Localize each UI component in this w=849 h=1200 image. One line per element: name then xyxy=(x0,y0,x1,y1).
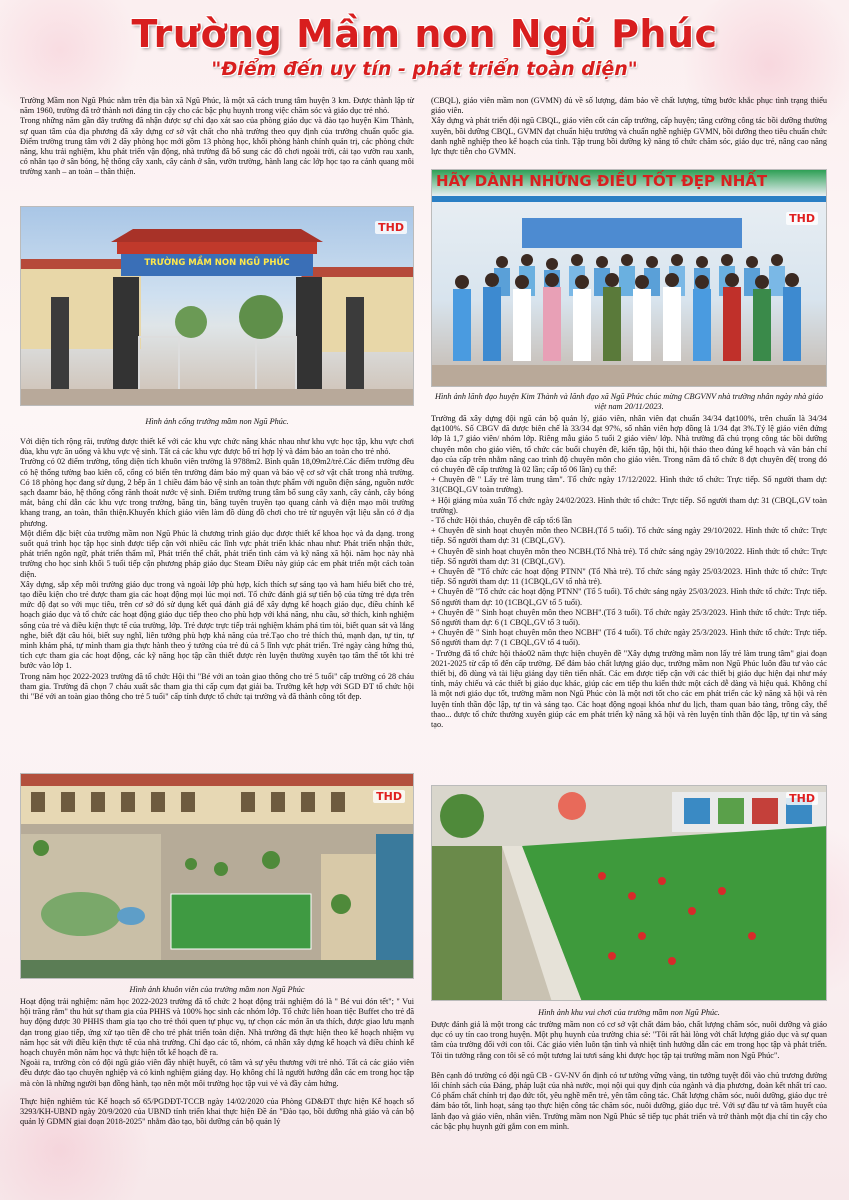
article-right-closing xyxy=(431,1020,827,1132)
logo-text: THD xyxy=(376,790,402,803)
article-right-intro xyxy=(431,96,827,157)
school-gate-photo xyxy=(20,206,414,406)
paragraph: Thực hiện nghiêm túc Kế hoạch số 65/PGDĐT-TCCB ngày 14/02/2020 của Phòng GD&ĐT thực hiện Kế hoạch số 3293/KH-UBND ngày 20/9/2020 của UBND tỉnh triển khai thực hiện Đề án "Đào tạo, bồi dưỡng nhà giáo và cán bộ quản lý GDMN giai đoạn 2018-2025" nhằm đào tạo, bồi dưỡng cán bộ quản lý xyxy=(20,1096,414,1127)
gate-caption: Hình ảnh cổng trường mầm non Ngũ Phúc. xyxy=(145,417,289,426)
paragraph: Bên cạnh đó trường có đội ngũ CB - GV-NV ổn định có tư tưởng vững vàng, tin tưởng tuyệt đối vào chủ trương đường lối chính sách của Đảng, pháp luật của nhà nước, mọi nội qui quy định của ngành và địa phương, đoàn kết nhất trí cao. Có phẩm chất chính trị đạo đức tốt, yêu nghề mến trẻ, yên tâm công tác. Chất lượng chăm sóc, nuôi dưỡng, giáo dục trẻ đảm bảo tốt, linh hoạt, sáng tạo thực hiện công tác chăm sóc, nuôi dưỡng, giáo dục trẻ. Với sự đầu tư và tâm huyết của lãnh đạo và giáo viên, nhân viên. Trường mầm non Ngũ Phúc sẽ tiếp tục phát triển và trở thành một địa chỉ tin cậy cho các bậc phụ huynh gửi gắm con em mình. xyxy=(431,1070,827,1131)
school-gate-illustration xyxy=(21,207,414,406)
group-illustration xyxy=(432,170,827,387)
paragraph: Được đánh giá là một trong các trường mầm non có cơ sở vật chất đảm bảo, chất lượng chăm sóc, nuôi dưỡng và giáo dục có uy tín cao trong huyện. Một phụ huynh của trường chia sẻ: "Tôi rất hài lòng với chất lượng giáo dục và sự quan tâm của trường đối với con tôi. Các giáo viên luôn tận tình và nhiệt tình hướng dẫn các em trong học tập và phát triển. Tôi tin tưởng rằng con tôi sẽ có một tương lai tươi sáng khi được học tập tại trường mầm non Ngũ Phúc". xyxy=(431,1020,827,1060)
leaders-caption: Hình ảnh lãnh đạo huyện Kim Thành và lãnh đạo xã Ngũ Phúc chúc mừng CBGVNV nhà trường nhân ngày nhà giáo việt nam 20/11/2023. xyxy=(435,392,823,411)
playground-photo xyxy=(431,785,827,1001)
station-logo xyxy=(375,221,407,234)
station-logo xyxy=(786,792,818,805)
logo-text: THD xyxy=(789,212,815,225)
paragraph: Trường đã xây dựng đội ngũ cán bộ quản lý, giáo viên, nhân viên đạt chuẩn 34/34 đạt100%, trên chuẩn là 34/34 đạt100%. Số CBGV đã được biên chế là 33/34 đạt 97%, số nhân viên hợp đồng là 1/34 đạt 3%.Tỷ lệ giáo viên đứng lớp là 1,7 giáo viên/ nhóm lớp. Riêng mẫu giáo 5 tuổi 2 giáo viên/ lớp. Nhà trường đã chú trọng công tác bồi dưỡng chuyên môn cho giáo viên, tổ chức các buổi chuyên đề, kiến tập, hội thi, hội thảo theo đúng kế hoạch và văn bản chỉ đạo của cấp trên nhằm nâng cao trình độ chuyên môn cho giáo viên. Trong năm đã tổ chức 8 đợt chuyên đề( trong đó có chuyên đề cấp trường là 02 lần; cấp tổ 06 lần) cụ thể: + Chuyên đề " Lấy trẻ làm trung tâm". Tổ chức ngày 17/12/2022. Hình thức tổ chức: Trực tiếp. Số người tham dự: 31(CBQL,GV toàn trường). + Hội giảng mùa xuân Tổ chức ngày 24/02/2023. Hình thức tổ chức: Trực tiếp. Số người tham dự: 31 (CBQL,GV toàn trường). - Tổ chức Hội thảo, chuyên đề cấp tổ:6 lần + Chuyên đề sinh hoạt chuyên môn theo NCBH.(Tổ 5 tuổi). Tổ chức sáng ngày 29/10/2022. Hình thức tổ chức: Trực tiếp. Số người tham dự: 31 (CBQL,GV). + Chuyên đề sinh hoạt chuyên môn theo NCBH.(Tổ Nhà trẻ). Tổ chức sáng ngày 29/10/2022. Hình thức tổ chức: Trực tiếp. Số người tham dự: 31 (CBQL,GV). + Chuyên đề "Tổ chức các hoạt động PTNN" (Tổ Nhà trẻ). Tổ chức sáng ngày 25/03/2023. Hình thức tổ chức: Trực tiếp. Số người tham dự: 11 (1CBQL,GV tổ nhà trẻ). + Chuyên đề "Tổ chức các hoạt động PTNN" (Tổ 5 tuổi). Tổ chức sáng ngày 25/03/2023. Hình thức tổ chức: Trực tiếp. Số người tham dự: 10 (1CBQL,GV tổ 5 tuổi). + Chuyên đề " Sinh hoạt chuyên môn theo NCBH".(Tổ 3 tuổi). Tổ chức ngày 25/3/2023. Hình thức tổ chức: Trực tiếp. Số người tham dự: 6 (1 CBQL,GV tổ 3 tuổi). + Chuyên đề " Sinh hoạt chuyên môn theo NCBH" (Tổ 4 tuổi). Tổ chức ngày 25/3/2023. Hình thức tổ chức: Trực tiếp. Số người tham dự: 7 (1 CBQL,GV tổ 4 tuổi). - Trường đã tổ chức hội thảo02 năm thực hiện chuyên đề "Xây dựng trường mầm non lấy trẻ làm trung tâm" giai đoạn 2021-2025 từ cấp tổ đến cấp trường. Để đảm bảo chất lượng giáo dục, trường mầm non Ngũ Phúc luôn đầu tư vào các thiết bị, đồ dùng và tài liệu giảng dạy tiên tiến nhất. Các em được tiếp cận với các thiết bị giáo dục hiện đại như máy tính, máy chiếu và các thiết bị giáo dục khác, giúp các em tiếp thu kiến thức một cách dễ dàng và hiệu quả. Không chỉ là một nơi giáo dục tốt, trường mầm non Ngũ Phúc còn là một nơi tốt cho các em phát triển các kỹ năng xã hội và rèn luyện tính thần độc lập, tự tin và sáng tạo. Các hoạt động ngoại khóa như du lịch, tham quan bảo tàng, trồng cây, thể thao... được tổ chức thường xuyên giúp các em phát triển kỹ năng xã hội và rèn luyện tính thần độc lập, tự tin và sáng tạo. xyxy=(431,414,827,730)
article-right-body xyxy=(431,414,827,730)
page-subtitle: "Điểm đến uy tín - phát triển toàn diện" xyxy=(211,58,638,80)
paragraph: Trường Mầm non Ngũ Phúc nằm trên địa bàn xã Ngũ Phúc, là một xã cách trung tâm huyện 3 km. Được thành lập từ năm 1960, trường đã trở thành nơi đáng tin cậy cho các bậc phụ huynh trong việc chăm sóc và giáo dục trẻ nhỏ. Trong những năm gần đây trường đã nhận được sự chỉ đạo xát sao của phòng giáo dục và đào tạo huyện Kim Thành, sự quan tâm của địa phương đã xây dựng cơ sở vật chất cho nhà trường theo quy định của trường chuẩn quốc gia. Điểm trường trung tâm với 2 dãy phòng học mới gồm 13 phòng học, khối phòng hành chính quản trị, các phòng chức năng, khu trải nghiệm, khu phát triển vận động, nhà trường đã bổ sung các đồ chơi ngoài trời, cải tạo vườn rau xanh, có nhân tạo ở sân bóng, hệ thống cây xanh, cây cảnh ở sân, vườn trường, hành lang các lớp học tạo ra cảnh quang môi trường xanh – an toàn – thân thiện. xyxy=(20,96,414,177)
station-logo xyxy=(786,212,818,225)
station-logo xyxy=(373,790,405,803)
article-left-activities xyxy=(20,997,414,1127)
playground-illustration xyxy=(432,786,827,1001)
paragraph: Với diện tích rộng rãi, trường được thiết kế với các khu vực chức năng khác nhau như khu vực học tập, khu vực chơi đùa, khu vực ăn uống và khu vực vệ sinh. Tất cả các khu vực được bố trí hợp lý và đảm bảo an toàn cho trẻ nhỏ. Trường có 02 điểm trường, tổng diện tích khuôn viên trường là 9788m2. Bình quân 18,09m2/trẻ.Các điểm trường đều có hệ thống tường bao kiên cố, cổng có biển tên trường đảm bảo mỹ quan và bảo vệ cơ sở vật chất trong nhà trường. Có 18 phòng học đang sử dụng, 2 bếp ăn 1 chiều đảm bảo vệ sinh an toàn thực phẩm với nguồn điện sáng, nguồn nước sạch đaamr bảo, hệ thống cống rãnh thoát nước vệ sinh. Điểm trường trung tâm bổ sung cây xanh, cây cảnh, cây bóng mát, bảng chỉ dẫn các khu vực trong trường, băng tin, băng tuyên truyền tạo quang cảnh và điện mạo môi trường khang trang, an toàn, thân thiện.Khuyến khích giáo viên làm đồ dùng đồ chơi cho trẻ từ nguyên vật liệu sẵn có ở địa phương. Một điểm đặc biệt của trường mầm non Ngũ Phúc là chương trình giáo dục được thiết kế khoa học và đa dạng. trong suốt quá trình học tập học sinh được tiếp cận với nhiều các lĩnh vực phát triển khác nhau như: Phát triển nhận thức, phát triển ngôn ngữ, phát triển thẩm mĩ, Phát triển thể chất, phát triển tình cảm và kỹ năng xã hội. năm học này nhà trường cho học sinh khối 5 tuổi tiếp cận phương pháp giáo dục Steam Điều này giúp các em phát triển một cách toàn diện. Xây dựng, sắp xếp môi trường giáo dục trong và ngoài lớp phù hợp, kích thích sự sáng tạo và ham hiểu biết cho trẻ, tạo điều kiện cho trẻ được tham gia các hoạt động mọi lúc mọi nơi. Tổ chức đánh giá sự tiến bộ của từng trẻ dựa trên mức độ đạt so với mục tiêu, trên cơ sở đó sử dụng kết quả đánh giá để xây dựng kế hoạch giáo dục, điều chỉnh kế hoạch giáo dục và tổ chức các hoạt động giáo dục tiếp theo cho phù hợp với khả năng, nhu cầu, sở thích, kinh nghiệm sống của trẻ và điều kiện thực tế của trường, lớp. Trẻ được trực tiếp trải nghiệm khám phá tìm tòi, biết quan sát và lắng nghe, biết đặt câu hỏi, biết suy nghĩ, liên tưởng phù hợp khả năng của trẻ.Tạo cho trẻ thích thú, mạnh dạn, tự tin, tự mình khám phá, tự mình tham gia thực hành theo ý tưởng của trẻ đủ cả 5 lĩnh vực phát triển. Trẻ ngày càng hứng thú, tích cực tham gia các hoạt động, các kỹ năng học tập cần thiết được rèn luyện thường xuyên tạo tâm thế tốt khi trẻ bước vào lớp 1. Trong năm học 2022-2023 trường đã tổ chức Hội thi "Bé với an toàn giao thông cho trẻ 5 tuổi" cấp trường có 28 cháu tham gia. Trường đã chọn 7 cháu xuất sắc tham gia thi cấp cụm đạt giải ba. Trường kết hợp với SGD ĐT tổ chức hội thi "Bé với an toàn giao thông cho trẻ 5 tuổi" cấp tỉnh được tổ chức tại trường và đã thành công tốt đẹp. xyxy=(20,437,414,702)
article-left-intro xyxy=(20,96,414,178)
campus-caption: Hình ảnh khuôn viên của trường mầm non Ngũ Phúc xyxy=(129,985,305,994)
logo-text: THD xyxy=(378,221,404,234)
article-left-body xyxy=(20,437,414,702)
hall-banner-text: HÃY DÀNH NHỮNG ĐIỀU TỐT ĐẸP NHẤT xyxy=(436,172,768,190)
logo-text: THD xyxy=(789,792,815,805)
gate-sign-text: TRƯỜNG MẦM NON NGŨ PHÚC xyxy=(144,258,290,268)
campus-illustration xyxy=(21,774,414,979)
campus-aerial-photo xyxy=(20,773,414,979)
paragraph: (CBQL), giáo viên mầm non (GVMN) đủ về số lượng, đảm bảo về chất lượng, từng bước khắc phục tình trạng thiếu giáo viên. Xây dựng và phát triển đội ngũ CBQL, giáo viên cốt cán cấp trường, cấp huyện; tăng cường công tác bồi dưỡng thường xuyên, bồi dưỡng CBQL, GVMN đạt chuẩn hiệu trưởng và chuẩn nghề nghiệp GVMN, bồi dưỡng theo tiêu chuẩn chức danh nghề nghiệp theo kế hoạch của tỉnh. Tập trung bồi dưỡng kỹ năng tổ chức chăm sóc, giáo dục trẻ, nâng cao năng lực thực tiễn cho GVMN. xyxy=(431,96,827,157)
playground-caption: Hình ảnh khu vui chơi của trường mầm non Ngũ Phúc. xyxy=(538,1008,720,1017)
paragraph: Hoạt động trải nghiệm: năm học 2022-2023 trường đã tổ chức 2 hoạt động trải nghiệm đó là " Bé vui đón tết"; " Vui hội trăng rằm" thu hút sự tham gia của PHHS và 100% học sinh các nhóm lớp. Tổ chức liên hoan tiệc Buffet cho trẻ đã huy động được 30 PHHS tham gia tạo cho trẻ thói quen tự phục vụ, tự chọn các món ăn ưa thích, được giao lưu mạnh dạn trong giao tiếp, ứng xử tạo tiền đề cho trẻ phát triển toàn diện. Nhà trường đã thực hiện theo kế hoạch nhiệm vụ năm học sát với điều kiện thực tế của nhà trường. Chỉ đạo các tổ, nhóm, cá nhân xây dựng kế hoạch và điều chỉnh kế hoạch chuyên môn năm học và thực hiện tốt kế hoạch đề ra. Ngoài ra, trường còn có đội ngũ giáo viên đầy nhiệt huyết, có tâm và sự yêu thương với trẻ nhỏ. Tất cả các giáo viên đều được đào tạo chuyên nghiệp và có kinh nghiệm giảng dạy. Họ không chỉ là người hướng dẫn các em trong học tập mà còn là những người bạn đồng hành, tạo nên một môi trường học tập vui vẻ và đầy cảm hứng. xyxy=(20,997,414,1088)
page-title: Trường Mầm non Ngũ Phúc xyxy=(131,12,718,56)
page-header xyxy=(0,12,849,80)
leaders-group-photo xyxy=(431,169,827,387)
